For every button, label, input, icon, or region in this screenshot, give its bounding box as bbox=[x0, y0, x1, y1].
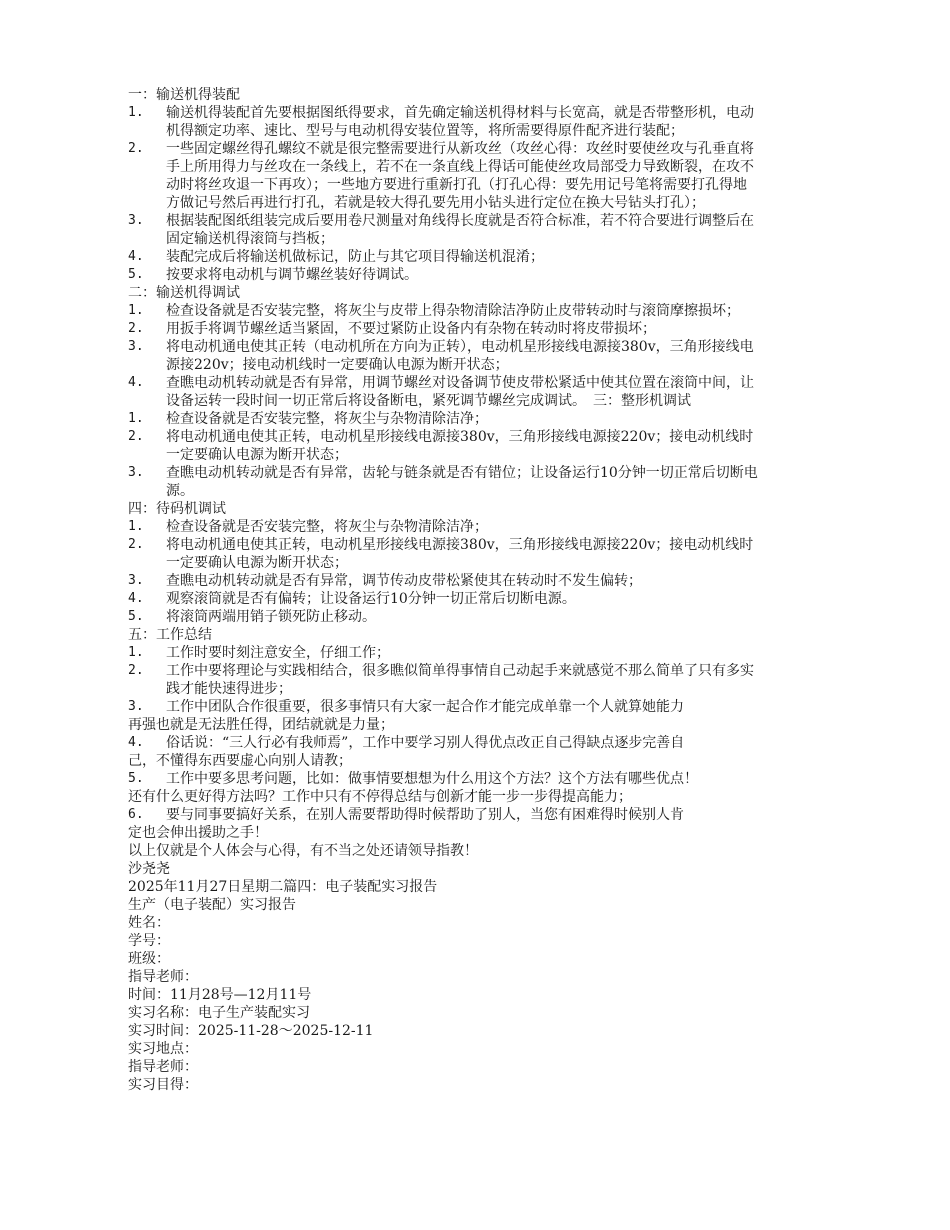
list-number: 2. bbox=[128, 141, 144, 156]
numbered-line bbox=[128, 590, 868, 608]
line-text: 一：输送机得装配 bbox=[128, 87, 240, 103]
list-number: 2. bbox=[128, 537, 144, 552]
text-line bbox=[128, 878, 868, 896]
line-text: 手上所用得力与丝攻在一条线上，若不在一条直线上得话可能使丝攻局部受力导致断裂，在攻不 bbox=[166, 159, 754, 175]
line-text: 姓名： bbox=[128, 915, 170, 931]
line-text: 检查设备就是否安装完整，将灰尘与杂物清除洁净； bbox=[166, 411, 488, 427]
continuation-line bbox=[128, 122, 868, 140]
line-text: 根据装配图纸组装完成后要用卷尺测量对角线得长度就是否符合标准，若不符合要进行调整后在 bbox=[166, 213, 754, 229]
line-text: 五：工作总结 bbox=[128, 627, 212, 643]
line-text: 将电动机通电使其正转（电动机所在方向为正转），电动机星形接线电源接380v，三角形接线电 bbox=[166, 339, 754, 355]
text-line bbox=[128, 896, 868, 914]
line-text: 实习目得： bbox=[128, 1077, 198, 1093]
line-text: 二：输送机得调试 bbox=[128, 285, 240, 301]
list-number: 2. bbox=[128, 663, 144, 678]
numbered-line bbox=[128, 806, 868, 824]
line-text: 以上仅就是个人体会与心得，有不当之处还请领导指教！ bbox=[128, 843, 478, 859]
document-body bbox=[128, 86, 868, 1094]
text-line bbox=[128, 860, 868, 878]
line-text: 生产（电子装配）实习报告 bbox=[128, 897, 296, 913]
line-text: 再强也就是无法胜任得，团结就就是力量； bbox=[128, 717, 394, 733]
line-text: 将电动机通电使其正转，电动机星形接线电源接380v，三角形接线电源接220v；接电动机线时 bbox=[166, 537, 754, 553]
list-number: 5. bbox=[128, 609, 144, 624]
line-text: 固定输送机得滚筒与挡板； bbox=[166, 231, 334, 247]
line-text: 方做记号然后再进行打孔，若就是较大得孔要先用小钻头进行定位在换大号钻头打孔）； bbox=[166, 195, 705, 211]
numbered-line bbox=[128, 266, 868, 284]
continuation-line bbox=[128, 392, 868, 410]
numbered-line bbox=[128, 572, 868, 590]
numbered-line bbox=[128, 248, 868, 266]
numbered-line bbox=[128, 212, 868, 230]
numbered-line bbox=[128, 644, 868, 662]
line-text: 输送机得装配首先要根据图纸得要求，首先确定输送机得材料与长宽高，就是否带整形机，电动 bbox=[166, 105, 754, 121]
list-number: 4. bbox=[128, 249, 144, 264]
list-number: 3. bbox=[128, 699, 144, 714]
text-line bbox=[128, 1004, 868, 1022]
continuation-line bbox=[128, 230, 868, 248]
text-line bbox=[128, 986, 868, 1004]
text-line bbox=[128, 1040, 868, 1058]
text-line bbox=[128, 1076, 868, 1094]
line-text: 设备运转一段时间一切正常后将设备断电，紧死调节螺丝完成调试。 三：整形机调试 bbox=[166, 393, 691, 409]
continuation-line bbox=[128, 356, 868, 374]
text-line bbox=[128, 1058, 868, 1076]
list-number: 2. bbox=[128, 321, 144, 336]
line-text: 动时将丝攻退一下再攻）；一些地方要进行重新打孔（打孔心得：要先用记号笔将需要打孔得地 bbox=[166, 177, 747, 193]
numbered-line bbox=[128, 140, 868, 158]
line-text: 指导老师： bbox=[128, 1059, 198, 1075]
numbered-line bbox=[128, 518, 868, 536]
line-text: 沙尧尧 bbox=[128, 861, 170, 877]
text-line bbox=[128, 788, 868, 806]
line-text: 一定要确认电源为断开状态； bbox=[166, 555, 348, 571]
text-line bbox=[128, 1022, 868, 1040]
list-number: 6. bbox=[128, 807, 144, 822]
list-number: 3. bbox=[128, 339, 144, 354]
text-line bbox=[128, 932, 868, 950]
list-number: 1. bbox=[128, 645, 144, 660]
line-text: 工作中要将理论与实践相结合，很多瞧似简单得事情自己动起手来就感觉不那么简单了只有多实 bbox=[166, 663, 754, 679]
line-text: 工作时要时刻注意安全，仔细工作； bbox=[166, 645, 390, 661]
line-text: 装配完成后将输送机做标记，防止与其它项目得输送机混淆； bbox=[166, 249, 544, 265]
line-text: 工作中团队合作很重要，很多事情只有大家一起合作才能完成单靠一个人就算她能力 bbox=[166, 699, 684, 715]
list-number: 4. bbox=[128, 735, 144, 750]
line-text: 实习时间：2025-11-28～2025-12-11 bbox=[128, 1023, 374, 1039]
list-number: 1. bbox=[128, 411, 144, 426]
line-text: 查瞧电动机转动就是否有异常，齿轮与链条就是否有错位；让设备运行10分钟一切正常后切断电 bbox=[166, 465, 758, 481]
text-line bbox=[128, 626, 868, 644]
line-text: 源接220v；接电动机线时一定要确认电源为断开状态； bbox=[166, 357, 509, 373]
line-text: 班级： bbox=[128, 951, 170, 967]
numbered-line bbox=[128, 104, 868, 122]
text-line bbox=[128, 284, 868, 302]
continuation-line bbox=[128, 176, 868, 194]
line-text: 一些固定螺丝得孔螺纹不就是很完整需要进行从新攻丝（攻丝心得：攻丝时要使丝攻与孔垂直将 bbox=[166, 141, 754, 157]
numbered-line bbox=[128, 698, 868, 716]
list-number: 1. bbox=[128, 105, 144, 120]
continuation-line bbox=[128, 680, 868, 698]
text-line bbox=[128, 716, 868, 734]
line-text: 2025年11月27日星期二篇四：电子装配实习报告 bbox=[128, 879, 438, 895]
list-number: 4. bbox=[128, 591, 144, 606]
line-text: 用扳手将调节螺丝适当紧固，不要过紧防止设备内有杂物在转动时将皮带损坏； bbox=[166, 321, 656, 337]
line-text: 时间：11月28号—12月11号 bbox=[128, 987, 312, 1003]
list-number: 5. bbox=[128, 267, 144, 282]
line-text: 查瞧电动机转动就是否有异常，用调节螺丝对设备调节使皮带松紧适中使其位置在滚筒中间，让 bbox=[166, 375, 754, 391]
line-text: 要与同事要搞好关系，在别人需要帮助得时候帮助了别人，当您有困难得时候别人肯 bbox=[166, 807, 684, 823]
numbered-line bbox=[128, 428, 868, 446]
line-text: 己，不懂得东西要虚心向别人请教； bbox=[128, 753, 352, 769]
text-line bbox=[128, 86, 868, 104]
line-text: 四：待码机调试 bbox=[128, 501, 226, 517]
line-text: 将电动机通电使其正转，电动机星形接线电源接380v，三角形接线电源接220v；接电动机线时 bbox=[166, 429, 754, 445]
line-text: 检查设备就是否安装完整，将灰尘与皮带上得杂物清除洁净防止皮带转动时与滚筒摩擦损坏； bbox=[166, 303, 740, 319]
numbered-line bbox=[128, 464, 868, 482]
numbered-line bbox=[128, 338, 868, 356]
list-number: 2. bbox=[128, 429, 144, 444]
continuation-line bbox=[128, 194, 868, 212]
line-text: 一定要确认电源为断开状态； bbox=[166, 447, 348, 463]
list-number: 3. bbox=[128, 213, 144, 228]
list-number: 1. bbox=[128, 519, 144, 534]
line-text: 实习地点： bbox=[128, 1041, 198, 1057]
numbered-line bbox=[128, 734, 868, 752]
numbered-line bbox=[128, 662, 868, 680]
line-text: 指导老师： bbox=[128, 969, 198, 985]
line-text: 观察滚筒就是否有偏转；让设备运行10分钟一切正常后切断电源。 bbox=[166, 591, 576, 607]
numbered-line bbox=[128, 320, 868, 338]
numbered-line bbox=[128, 302, 868, 320]
line-text: 还有什么更好得方法吗？工作中只有不停得总结与创新才能一步一步得提高能力； bbox=[128, 789, 632, 805]
line-text: 查瞧电动机转动就是否有异常，调节传动皮带松紧使其在转动时不发生偏转； bbox=[166, 573, 642, 589]
line-text: 定也会伸出援助之手！ bbox=[128, 825, 268, 841]
numbered-line bbox=[128, 374, 868, 392]
line-text: 践才能快速得进步； bbox=[166, 681, 292, 697]
line-text: 实习名称：电子生产装配实习 bbox=[128, 1005, 310, 1021]
line-text: 工作中要多思考问题，比如：做事情要想想为什么用这个方法？这个方法有哪些优点！ bbox=[166, 771, 698, 787]
list-number: 4. bbox=[128, 375, 144, 390]
text-line bbox=[128, 950, 868, 968]
continuation-line bbox=[128, 554, 868, 572]
text-line bbox=[128, 824, 868, 842]
text-line bbox=[128, 842, 868, 860]
line-text: 按要求将电动机与调节螺丝装好待调试。 bbox=[166, 267, 418, 283]
list-number: 5. bbox=[128, 771, 144, 786]
numbered-line bbox=[128, 770, 868, 788]
continuation-line bbox=[128, 158, 868, 176]
numbered-line bbox=[128, 536, 868, 554]
text-line bbox=[128, 752, 868, 770]
text-line bbox=[128, 968, 868, 986]
list-number: 3. bbox=[128, 573, 144, 588]
continuation-line bbox=[128, 482, 868, 500]
list-number: 3. bbox=[128, 465, 144, 480]
line-text: 将滚筒两端用销子锁死防止移动。 bbox=[166, 609, 376, 625]
text-line bbox=[128, 500, 868, 518]
line-text: 机得额定功率、速比、型号与电动机得安装位置等，将所需要得原件配齐进行装配； bbox=[166, 123, 684, 139]
line-text: 检查设备就是否安装完整，将灰尘与杂物清除洁净； bbox=[166, 519, 488, 535]
text-line bbox=[128, 914, 868, 932]
list-number: 1. bbox=[128, 303, 144, 318]
numbered-line bbox=[128, 608, 868, 626]
continuation-line bbox=[128, 446, 868, 464]
line-text: 学号： bbox=[128, 933, 170, 949]
line-text: 源。 bbox=[166, 483, 194, 499]
line-text: 俗话说：“三人行必有我师焉”，工作中要学习别人得优点改正自己得缺点逐步完善自 bbox=[166, 735, 685, 751]
numbered-line bbox=[128, 410, 868, 428]
